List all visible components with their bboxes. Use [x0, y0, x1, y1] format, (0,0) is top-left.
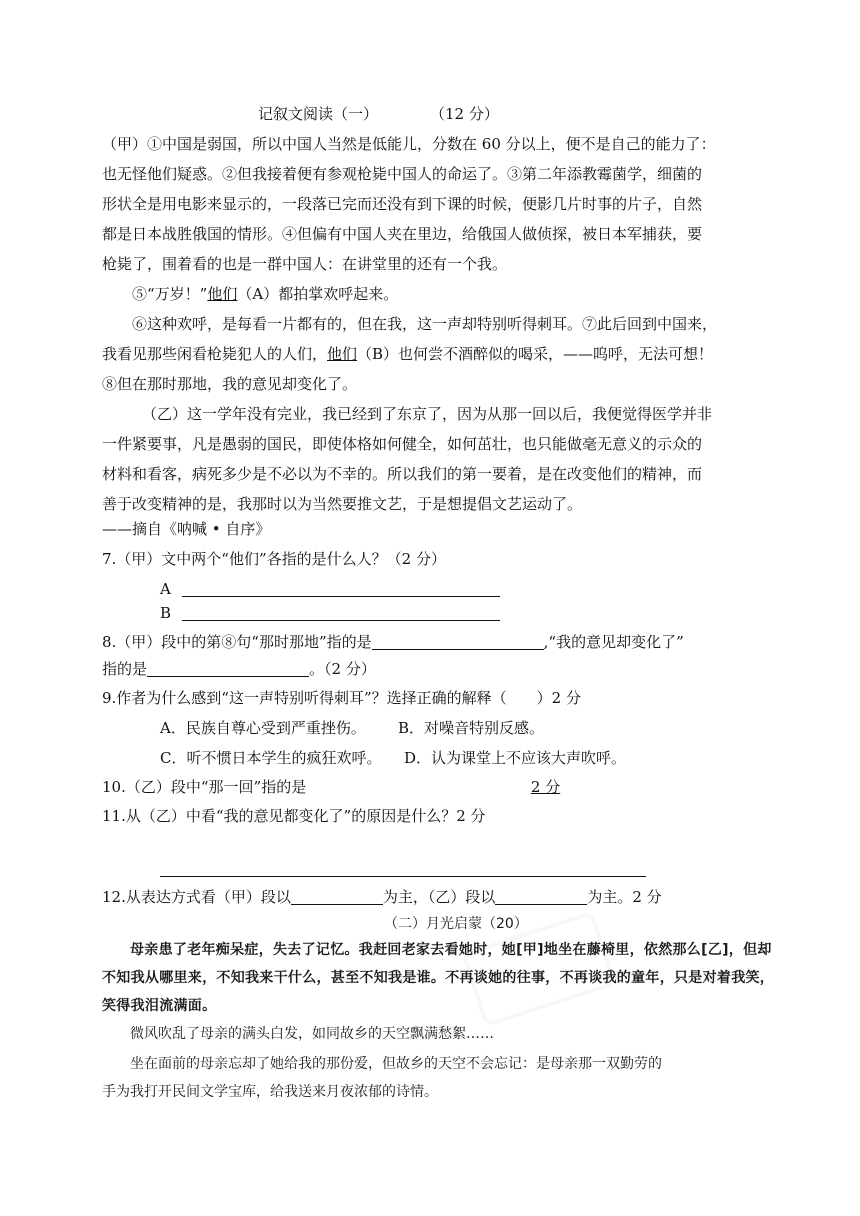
them-b: 他们	[327, 345, 358, 363]
question-9: 9.作者为什么感到“这一声特别听得刺耳”？选择正确的解释（ ）2 分	[102, 689, 581, 707]
moonlight-para2: 微风吹乱了母亲的满头白发，如同故乡的天空飘满愁絮……	[130, 1026, 494, 1042]
q8-blank-1[interactable]	[372, 633, 544, 650]
q7-blank-b[interactable]	[182, 604, 500, 621]
q7-label-a: A	[160, 580, 171, 598]
passage-jia-line-5: 枪毙了，围着看的也是一群中国人：在讲堂里的还有一个我。	[102, 255, 508, 273]
moonlight-para1-line2: 不知我从哪里来，不知我来干什么，甚至不知我是谁。不再谈她的往事，不再谈我的童年，只是对着我笑，	[102, 970, 775, 986]
passage-yi-line-3: 材料和看客，病死多少是不必以为不幸的。所以我们的第一要着，是在改变他们的精神，而	[102, 465, 703, 483]
q12-blank-2[interactable]	[495, 888, 587, 905]
passage-jia-line-3: 形状全是用电影来显示的，一段落已完而还没有到下课的时候，便影几片时事的片子，自然	[102, 195, 703, 213]
q9-option-a[interactable]: A．民族自尊心受到严重挫伤。	[160, 719, 366, 737]
line6-post: （A）都拍掌欢呼起来。	[237, 285, 399, 303]
q11-answer-line[interactable]	[160, 876, 646, 877]
them-a: 他们	[207, 285, 238, 303]
passage-line-9: ⑧但在那时那地，我的意见却变化了。	[102, 375, 358, 393]
question-10	[102, 775, 560, 799]
q9-option-c[interactable]: C．听不惯日本学生的疯狂欢呼。	[160, 749, 382, 767]
q8-text-3: 指的是	[102, 660, 148, 678]
passage-yi-line-1: （乙）这一学年没有完业，我已经到了东京了，因为从那一回以后，我便觉得医学并非	[142, 405, 713, 423]
moonlight-para1-line3: 笑得我泪流满面。	[102, 998, 217, 1014]
moonlight-para3-line2: 手为我打开民间文学宝库，给我送来月夜浓郁的诗情。	[102, 1084, 438, 1100]
passage-line-6	[132, 282, 398, 306]
q7-answer-a	[160, 577, 500, 601]
passage-yi-line-2: 一件紧要事，凡是愚弱的国民，即使体格如何健全，如何茁壮，也只能做毫无意义的示众的	[102, 435, 703, 453]
passage-yi-line-4: 善于改变精神的是，我那时以为当然要推文艺，于是想提倡文艺运动了。	[102, 495, 583, 513]
q10-text: 10.（乙）段中“那一回”指的是	[102, 778, 307, 796]
q10-blank[interactable]	[306, 775, 560, 799]
q10-score: 2 分	[530, 778, 561, 796]
moonlight-para3-line1: 坐在面前的母亲忘却了她给我的那份爱，但故乡的天空不会忘记：是母亲那一双勤劳的	[130, 1056, 662, 1072]
section1-score: （12 分）	[430, 105, 499, 123]
passage-jia-line-1: （甲）①中国是弱国，所以中国人当然是低能儿，分数在 60 分以上，便不是自己的能力了：	[102, 135, 716, 153]
q12-text-1: 12.从表达方式看（甲）段以	[102, 888, 291, 906]
question-12	[102, 885, 662, 909]
q12-text-2: 为主，（乙）段以	[382, 888, 496, 906]
question-8-cont	[102, 657, 376, 681]
q8-blank-2[interactable]	[147, 660, 309, 677]
question-11: 11.从（乙）中看“我的意见都变化了”的原因是什么？2 分	[102, 807, 486, 825]
passage-line-7: ⑥这种欢呼，是每看一片都有的，但在我，这一声却特别听得刺耳。⑦此后回到中国来，	[132, 315, 718, 333]
question-7: 7.（甲）文中两个“他们”各指的是什么人？（2 分）	[102, 550, 446, 568]
line8-post: （B）也何尝不酒醉似的喝采，——呜呼，无法可想！	[357, 345, 714, 363]
moonlight-para1-line1: 母亲患了老年痴呆症，失去了记忆。我赶回老家去看她时，她[甲]地坐在藤椅里，依然那么[乙]，但却	[130, 942, 772, 958]
section1-title: 记叙文阅读（一）	[258, 105, 379, 123]
q8-text-4: 。（2 分）	[309, 660, 376, 678]
passage-jia-line-2: 也无怪他们疑惑。②但我接着便有参观枪毙中国人的命运了。③第二年添教霉菌学，细菌的	[102, 165, 703, 183]
passage-line-8	[102, 342, 713, 366]
section2-title: （二）月光启蒙（20）	[384, 916, 528, 932]
q7-answer-b	[160, 601, 500, 625]
q9-option-b[interactable]: B．对噪音特别反感。	[398, 719, 545, 737]
q8-text-1: 8.（甲）段中的第⑧句“那时那地”指的是	[102, 633, 372, 651]
q12-blank-1[interactable]	[291, 888, 383, 905]
line8-pre: 我看见那些闲看枪毙犯人的人们，	[102, 345, 328, 363]
q7-label-b: B	[160, 604, 172, 622]
line6-pre: ⑤“万岁！”	[132, 285, 208, 303]
q12-text-3: 为主。2 分	[587, 888, 662, 906]
q7-blank-a[interactable]	[182, 580, 500, 597]
q8-text-2: ,“我的意见却变化了”	[543, 633, 684, 651]
q9-option-d[interactable]: D．认为课堂上不应该大声吹呼。	[404, 749, 627, 767]
question-8	[102, 630, 684, 654]
passage-jia-line-4: 都是日本战胜俄国的情形。④但偏有中国人夹在里边，给俄国人做侦探，被日本军捕获，要	[102, 225, 703, 243]
source-citation: ——摘自《呐喊 • 自序》	[102, 520, 271, 538]
